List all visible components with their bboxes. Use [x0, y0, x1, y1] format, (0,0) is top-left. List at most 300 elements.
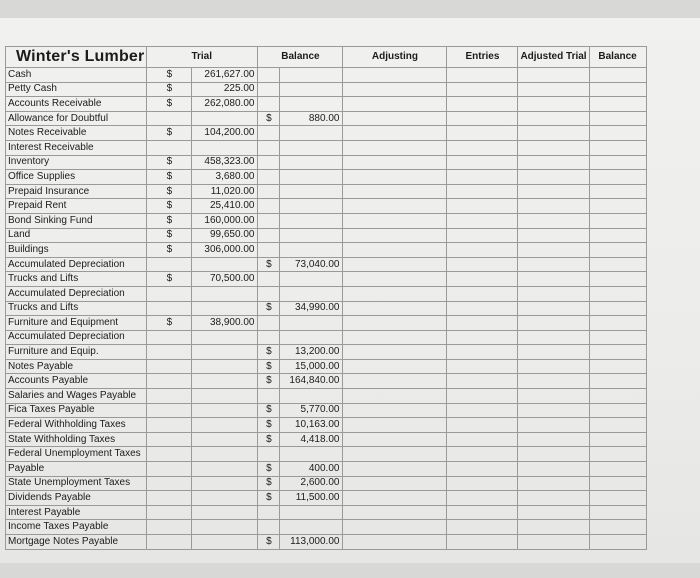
- adjusted-trial-cell: [518, 97, 589, 112]
- debit-amount: [192, 535, 258, 550]
- account-cell: Prepaid Rent: [6, 199, 147, 214]
- account-cell: Office Supplies: [6, 170, 147, 185]
- entries-cell: [447, 257, 518, 272]
- table-row: [6, 184, 647, 199]
- account-cell: Mortgage Notes Payable: [6, 535, 147, 550]
- credit-amount: [280, 140, 343, 155]
- paper-sheet: [0, 18, 700, 563]
- credit-dollar-sign: $: [258, 403, 280, 418]
- balance-cell: [589, 520, 646, 535]
- balance-cell: [589, 535, 646, 550]
- credit-amount: [280, 447, 343, 462]
- credit-dollar-sign: $: [258, 345, 280, 360]
- debit-dollar-sign: [147, 491, 192, 506]
- entries-cell: [447, 170, 518, 185]
- table-row: [6, 301, 647, 316]
- adjusted-trial-cell: [518, 535, 589, 550]
- debit-amount: 11,020.00: [192, 184, 258, 199]
- entries-cell: [447, 476, 518, 491]
- header-adjusted-trial: Adjusted Trial: [518, 47, 589, 68]
- entries-cell: [447, 359, 518, 374]
- debit-dollar-sign: $: [147, 170, 192, 185]
- balance-cell: [589, 316, 646, 331]
- adjusting-cell: [343, 389, 447, 404]
- header-balance-2: Balance: [589, 47, 646, 68]
- adjusting-cell: [343, 491, 447, 506]
- debit-dollar-sign: [147, 520, 192, 535]
- debit-amount: [192, 286, 258, 301]
- adjusted-trial-cell: [518, 374, 589, 389]
- credit-amount: [280, 505, 343, 520]
- debit-amount: 99,650.00: [192, 228, 258, 243]
- credit-dollar-sign: $: [258, 301, 280, 316]
- balance-cell: [589, 199, 646, 214]
- entries-cell: [447, 126, 518, 141]
- table-row: [6, 140, 647, 155]
- adjusting-cell: [343, 272, 447, 287]
- table-row: [6, 330, 647, 345]
- credit-dollar-sign: [258, 389, 280, 404]
- table-row: [6, 228, 647, 243]
- credit-dollar-sign: [258, 520, 280, 535]
- entries-cell: [447, 316, 518, 331]
- adjusted-trial-cell: [518, 140, 589, 155]
- adjusting-cell: [343, 286, 447, 301]
- credit-amount: 13,200.00: [280, 345, 343, 360]
- credit-dollar-sign: $: [258, 111, 280, 126]
- credit-amount: 10,163.00: [280, 418, 343, 433]
- worksheet-table: [5, 46, 647, 550]
- credit-dollar-sign: [258, 213, 280, 228]
- debit-amount: [192, 359, 258, 374]
- adjusting-cell: [343, 228, 447, 243]
- debit-dollar-sign: [147, 403, 192, 418]
- debit-dollar-sign: [147, 257, 192, 272]
- entries-cell: [447, 389, 518, 404]
- adjusted-trial-cell: [518, 286, 589, 301]
- balance-cell: [589, 359, 646, 374]
- header-balance: Balance: [258, 47, 343, 68]
- credit-amount: [280, 213, 343, 228]
- balance-cell: [589, 476, 646, 491]
- account-cell: Income Taxes Payable: [6, 520, 147, 535]
- balance-cell: [589, 301, 646, 316]
- header-trial: Trial: [147, 47, 258, 68]
- adjusting-cell: [343, 301, 447, 316]
- adjusted-trial-cell: [518, 520, 589, 535]
- adjusted-trial-cell: [518, 243, 589, 258]
- adjusted-trial-cell: [518, 418, 589, 433]
- account-cell: Land: [6, 228, 147, 243]
- balance-cell: [589, 140, 646, 155]
- account-cell: Trucks and Lifts: [6, 301, 147, 316]
- adjusting-cell: [343, 213, 447, 228]
- credit-amount: 113,000.00: [280, 535, 343, 550]
- entries-cell: [447, 82, 518, 97]
- debit-dollar-sign: [147, 462, 192, 477]
- credit-dollar-sign: [258, 184, 280, 199]
- balance-cell: [589, 228, 646, 243]
- table-row: [6, 286, 647, 301]
- credit-amount: [280, 97, 343, 112]
- balance-cell: [589, 213, 646, 228]
- debit-dollar-sign: [147, 505, 192, 520]
- table-row: [6, 213, 647, 228]
- adjusting-cell: [343, 374, 447, 389]
- table-row: [6, 316, 647, 331]
- account-cell: Federal Withholding Taxes: [6, 418, 147, 433]
- entries-cell: [447, 330, 518, 345]
- credit-dollar-sign: [258, 286, 280, 301]
- credit-dollar-sign: [258, 68, 280, 83]
- debit-dollar-sign: [147, 418, 192, 433]
- balance-cell: [589, 403, 646, 418]
- debit-dollar-sign: $: [147, 126, 192, 141]
- balance-cell: [589, 447, 646, 462]
- table-row: [6, 389, 647, 404]
- credit-amount: 164,840.00: [280, 374, 343, 389]
- credit-dollar-sign: $: [258, 535, 280, 550]
- adjusting-cell: [343, 505, 447, 520]
- credit-amount: [280, 389, 343, 404]
- credit-dollar-sign: [258, 316, 280, 331]
- adjusting-cell: [343, 82, 447, 97]
- credit-amount: [280, 155, 343, 170]
- adjusting-cell: [343, 345, 447, 360]
- adjusted-trial-cell: [518, 170, 589, 185]
- entries-cell: [447, 213, 518, 228]
- account-cell: Bond Sinking Fund: [6, 213, 147, 228]
- adjusted-trial-cell: [518, 68, 589, 83]
- credit-dollar-sign: [258, 155, 280, 170]
- adjusting-cell: [343, 140, 447, 155]
- entries-cell: [447, 184, 518, 199]
- balance-cell: [589, 68, 646, 83]
- balance-cell: [589, 432, 646, 447]
- debit-dollar-sign: $: [147, 97, 192, 112]
- account-cell: Buildings: [6, 243, 147, 258]
- account-cell: Fica Taxes Payable: [6, 403, 147, 418]
- balance-cell: [589, 170, 646, 185]
- credit-amount: [280, 170, 343, 185]
- account-cell: Accumulated Depreciation: [6, 257, 147, 272]
- entries-cell: [447, 505, 518, 520]
- credit-dollar-sign: [258, 170, 280, 185]
- account-cell: Federal Unemployment Taxes: [6, 447, 147, 462]
- account-cell: Salaries and Wages Payable: [6, 389, 147, 404]
- balance-cell: [589, 418, 646, 433]
- debit-dollar-sign: [147, 359, 192, 374]
- table-row: [6, 520, 647, 535]
- credit-amount: 34,990.00: [280, 301, 343, 316]
- debit-amount: [192, 301, 258, 316]
- adjusted-trial-cell: [518, 345, 589, 360]
- entries-cell: [447, 68, 518, 83]
- account-cell: Accounts Payable: [6, 374, 147, 389]
- table-row: [6, 476, 647, 491]
- entries-cell: [447, 228, 518, 243]
- table-row: [6, 374, 647, 389]
- balance-cell: [589, 126, 646, 141]
- balance-cell: [589, 330, 646, 345]
- account-cell: Notes Payable: [6, 359, 147, 374]
- credit-amount: [280, 82, 343, 97]
- balance-cell: [589, 374, 646, 389]
- balance-cell: [589, 184, 646, 199]
- adjusting-cell: [343, 111, 447, 126]
- account-cell: Allowance for Doubtful: [6, 111, 147, 126]
- account-cell: State Withholding Taxes: [6, 432, 147, 447]
- debit-dollar-sign: [147, 389, 192, 404]
- debit-amount: [192, 491, 258, 506]
- debit-dollar-sign: [147, 476, 192, 491]
- credit-dollar-sign: [258, 140, 280, 155]
- debit-amount: 3,680.00: [192, 170, 258, 185]
- entries-cell: [447, 432, 518, 447]
- table-row: [6, 491, 647, 506]
- balance-cell: [589, 257, 646, 272]
- table-row: [6, 272, 647, 287]
- entries-cell: [447, 272, 518, 287]
- table-row: [6, 82, 647, 97]
- adjusted-trial-cell: [518, 272, 589, 287]
- credit-dollar-sign: $: [258, 491, 280, 506]
- account-cell: Interest Receivable: [6, 140, 147, 155]
- adjusting-cell: [343, 257, 447, 272]
- debit-dollar-sign: $: [147, 82, 192, 97]
- credit-dollar-sign: $: [258, 374, 280, 389]
- table-row: [6, 345, 647, 360]
- debit-dollar-sign: $: [147, 228, 192, 243]
- debit-dollar-sign: $: [147, 155, 192, 170]
- adjusted-trial-cell: [518, 301, 589, 316]
- debit-dollar-sign: [147, 535, 192, 550]
- balance-cell: [589, 272, 646, 287]
- adjusted-trial-cell: [518, 82, 589, 97]
- balance-cell: [589, 389, 646, 404]
- debit-amount: 160,000.00: [192, 213, 258, 228]
- debit-amount: [192, 374, 258, 389]
- adjusted-trial-cell: [518, 359, 589, 374]
- debit-dollar-sign: [147, 432, 192, 447]
- adjusting-cell: [343, 520, 447, 535]
- adjusting-cell: [343, 97, 447, 112]
- table-row: [6, 535, 647, 550]
- adjusting-cell: [343, 330, 447, 345]
- table-row: [6, 68, 647, 83]
- credit-amount: 11,500.00: [280, 491, 343, 506]
- balance-cell: [589, 505, 646, 520]
- debit-dollar-sign: [147, 286, 192, 301]
- credit-amount: 2,600.00: [280, 476, 343, 491]
- adjusted-trial-cell: [518, 126, 589, 141]
- account-cell: Dividends Payable: [6, 491, 147, 506]
- credit-dollar-sign: $: [258, 462, 280, 477]
- credit-dollar-sign: $: [258, 257, 280, 272]
- entries-cell: [447, 111, 518, 126]
- adjusted-trial-cell: [518, 111, 589, 126]
- account-cell: Notes Receivable: [6, 126, 147, 141]
- debit-amount: [192, 462, 258, 477]
- adjusting-cell: [343, 68, 447, 83]
- debit-dollar-sign: $: [147, 199, 192, 214]
- credit-dollar-sign: [258, 505, 280, 520]
- account-cell: Accumulated Depreciation: [6, 330, 147, 345]
- credit-dollar-sign: [258, 199, 280, 214]
- table-row: [6, 359, 647, 374]
- debit-dollar-sign: [147, 345, 192, 360]
- debit-dollar-sign: $: [147, 243, 192, 258]
- credit-amount: [280, 286, 343, 301]
- balance-cell: [589, 462, 646, 477]
- balance-cell: [589, 286, 646, 301]
- entries-cell: [447, 155, 518, 170]
- entries-cell: [447, 140, 518, 155]
- account-cell: Inventory: [6, 155, 147, 170]
- adjusted-trial-cell: [518, 213, 589, 228]
- entries-cell: [447, 403, 518, 418]
- entries-cell: [447, 199, 518, 214]
- table-row: [6, 257, 647, 272]
- table-row: [6, 199, 647, 214]
- adjusted-trial-cell: [518, 476, 589, 491]
- adjusted-trial-cell: [518, 432, 589, 447]
- adjusting-cell: [343, 432, 447, 447]
- balance-cell: [589, 97, 646, 112]
- debit-amount: 225.00: [192, 82, 258, 97]
- account-cell: Petty Cash: [6, 82, 147, 97]
- credit-dollar-sign: $: [258, 418, 280, 433]
- adjusted-trial-cell: [518, 462, 589, 477]
- entries-cell: [447, 491, 518, 506]
- debit-amount: 104,200.00: [192, 126, 258, 141]
- header-row: [6, 47, 647, 68]
- adjusting-cell: [343, 126, 447, 141]
- debit-amount: [192, 403, 258, 418]
- debit-amount: [192, 257, 258, 272]
- credit-amount: 4,418.00: [280, 432, 343, 447]
- debit-dollar-sign: $: [147, 213, 192, 228]
- debit-dollar-sign: [147, 330, 192, 345]
- adjusting-cell: [343, 418, 447, 433]
- worksheet-title: Winter's Lumber: [6, 47, 147, 68]
- adjusting-cell: [343, 170, 447, 185]
- account-cell: Cash: [6, 68, 147, 83]
- adjusting-cell: [343, 403, 447, 418]
- entries-cell: [447, 535, 518, 550]
- entries-cell: [447, 97, 518, 112]
- adjusting-cell: [343, 535, 447, 550]
- table-row: [6, 111, 647, 126]
- header-entries: Entries: [447, 47, 518, 68]
- credit-amount: [280, 228, 343, 243]
- account-cell: Furniture and Equipment: [6, 316, 147, 331]
- table-row: [6, 447, 647, 462]
- credit-amount: [280, 316, 343, 331]
- debit-amount: 70,500.00: [192, 272, 258, 287]
- debit-amount: 262,080.00: [192, 97, 258, 112]
- credit-dollar-sign: [258, 330, 280, 345]
- credit-amount: 400.00: [280, 462, 343, 477]
- entries-cell: [447, 462, 518, 477]
- credit-dollar-sign: [258, 228, 280, 243]
- debit-amount: [192, 389, 258, 404]
- debit-amount: [192, 505, 258, 520]
- credit-amount: 73,040.00: [280, 257, 343, 272]
- credit-amount: [280, 184, 343, 199]
- table-row: [6, 418, 647, 433]
- credit-amount: 5,770.00: [280, 403, 343, 418]
- balance-cell: [589, 491, 646, 506]
- adjusted-trial-cell: [518, 447, 589, 462]
- entries-cell: [447, 520, 518, 535]
- debit-amount: 261,627.00: [192, 68, 258, 83]
- account-cell: Payable: [6, 462, 147, 477]
- credit-amount: [280, 199, 343, 214]
- debit-amount: [192, 418, 258, 433]
- debit-dollar-sign: [147, 111, 192, 126]
- credit-dollar-sign: [258, 126, 280, 141]
- account-cell: Accumulated Depreciation: [6, 286, 147, 301]
- table-row: [6, 155, 647, 170]
- credit-amount: [280, 520, 343, 535]
- debit-dollar-sign: [147, 301, 192, 316]
- account-cell: Furniture and Equip.: [6, 345, 147, 360]
- adjusting-cell: [343, 359, 447, 374]
- balance-cell: [589, 111, 646, 126]
- entries-cell: [447, 447, 518, 462]
- credit-dollar-sign: [258, 97, 280, 112]
- balance-cell: [589, 345, 646, 360]
- table-row: [6, 97, 647, 112]
- debit-amount: [192, 447, 258, 462]
- header-adjusting: Adjusting: [343, 47, 447, 68]
- debit-amount: [192, 476, 258, 491]
- balance-cell: [589, 82, 646, 97]
- debit-amount: [192, 140, 258, 155]
- entries-cell: [447, 418, 518, 433]
- table-row: [6, 403, 647, 418]
- credit-dollar-sign: $: [258, 432, 280, 447]
- adjusted-trial-cell: [518, 316, 589, 331]
- table-row: [6, 432, 647, 447]
- account-cell: Accounts Receivable: [6, 97, 147, 112]
- credit-dollar-sign: $: [258, 359, 280, 374]
- table-row: [6, 243, 647, 258]
- debit-dollar-sign: [147, 447, 192, 462]
- adjusted-trial-cell: [518, 199, 589, 214]
- adjusting-cell: [343, 447, 447, 462]
- debit-dollar-sign: $: [147, 316, 192, 331]
- entries-cell: [447, 301, 518, 316]
- credit-amount: [280, 126, 343, 141]
- credit-amount: [280, 68, 343, 83]
- credit-dollar-sign: [258, 82, 280, 97]
- entries-cell: [447, 286, 518, 301]
- adjusted-trial-cell: [518, 505, 589, 520]
- debit-dollar-sign: $: [147, 184, 192, 199]
- table-row: [6, 126, 647, 141]
- credit-dollar-sign: [258, 272, 280, 287]
- credit-amount: 15,000.00: [280, 359, 343, 374]
- debit-dollar-sign: [147, 374, 192, 389]
- debit-dollar-sign: $: [147, 68, 192, 83]
- debit-amount: [192, 345, 258, 360]
- debit-amount: [192, 520, 258, 535]
- debit-amount: 458,323.00: [192, 155, 258, 170]
- adjusting-cell: [343, 476, 447, 491]
- debit-amount: [192, 330, 258, 345]
